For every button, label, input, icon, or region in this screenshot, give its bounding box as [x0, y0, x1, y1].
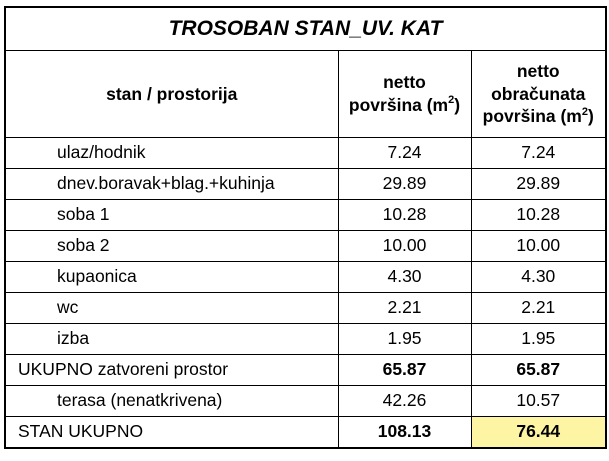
header-calc-area: [471, 51, 606, 138]
header-calc-sup: 2: [581, 105, 588, 118]
table-row-ukupno-zatvoreni: [5, 355, 606, 386]
row-calc-area: 7.24: [471, 138, 606, 169]
row-room-name: izba: [5, 324, 338, 355]
row-net-area: 29.89: [338, 169, 471, 200]
row-calc-area: 10.28: [471, 200, 606, 231]
row-room-name: soba 1: [5, 200, 338, 231]
row-net-area: 65.87: [338, 355, 471, 386]
header-calc-line3: površina (m: [482, 106, 582, 127]
table-row-izba: [5, 324, 606, 355]
row-room-name: UKUPNO zatvoreni prostor: [5, 355, 338, 386]
row-net-area: 42.26: [338, 386, 471, 417]
apartment-area-table: [4, 6, 607, 449]
table-title-row: [5, 7, 606, 51]
row-net-area: 10.00: [338, 231, 471, 262]
row-room-name: STAN UKUPNO: [5, 417, 338, 449]
header-calc-line2: obračunata: [491, 83, 586, 104]
row-calc-area: 29.89: [471, 169, 606, 200]
row-net-area: 1.95: [338, 324, 471, 355]
header-calc-line1: netto: [516, 60, 560, 81]
row-calc-area: 4.30: [471, 262, 606, 293]
header-room-label: stan / prostorija: [106, 83, 238, 104]
header-net-area: [338, 51, 471, 138]
header-net-line1: netto: [383, 72, 426, 93]
table-row-ulaz-hodnik: [5, 138, 606, 169]
row-calc-area: 10.00: [471, 231, 606, 262]
table-header-row: [5, 51, 606, 138]
header-room: [5, 51, 338, 138]
header-net-sup: 2: [448, 94, 455, 107]
row-net-area: 4.30: [338, 262, 471, 293]
row-net-area: 10.28: [338, 200, 471, 231]
table-row-dnevni-boravak: [5, 169, 606, 200]
table-row-wc: [5, 293, 606, 324]
row-calc-area-total-highlighted: 76.44: [471, 417, 606, 449]
row-calc-area: 65.87: [471, 355, 606, 386]
table-row-soba-1: [5, 200, 606, 231]
row-calc-area: 1.95: [471, 324, 606, 355]
header-net-close: ): [454, 95, 461, 115]
row-room-name: terasa (nenatkrivena): [5, 386, 338, 417]
table-row-terasa: [5, 386, 606, 417]
row-room-name: dnev.boravak+blag.+kuhinja: [5, 169, 338, 200]
table-row-kupaonica: [5, 262, 606, 293]
row-room-name: kupaonica: [5, 262, 338, 293]
row-calc-area: 2.21: [471, 293, 606, 324]
row-net-area: 7.24: [338, 138, 471, 169]
row-room-name: soba 2: [5, 231, 338, 262]
row-net-area: 2.21: [338, 293, 471, 324]
row-room-name: ulaz/hodnik: [5, 138, 338, 169]
table-row-stan-ukupno: [5, 417, 606, 449]
table-title: TROSOBAN STAN_UV. KAT: [5, 7, 606, 51]
row-calc-area: 10.57: [471, 386, 606, 417]
header-net-line2: površina (m: [348, 95, 449, 115]
row-room-name: wc: [5, 293, 338, 324]
table-row-soba-2: [5, 231, 606, 262]
row-net-area: 108.13: [338, 417, 471, 449]
header-calc-close: ): [588, 106, 594, 127]
